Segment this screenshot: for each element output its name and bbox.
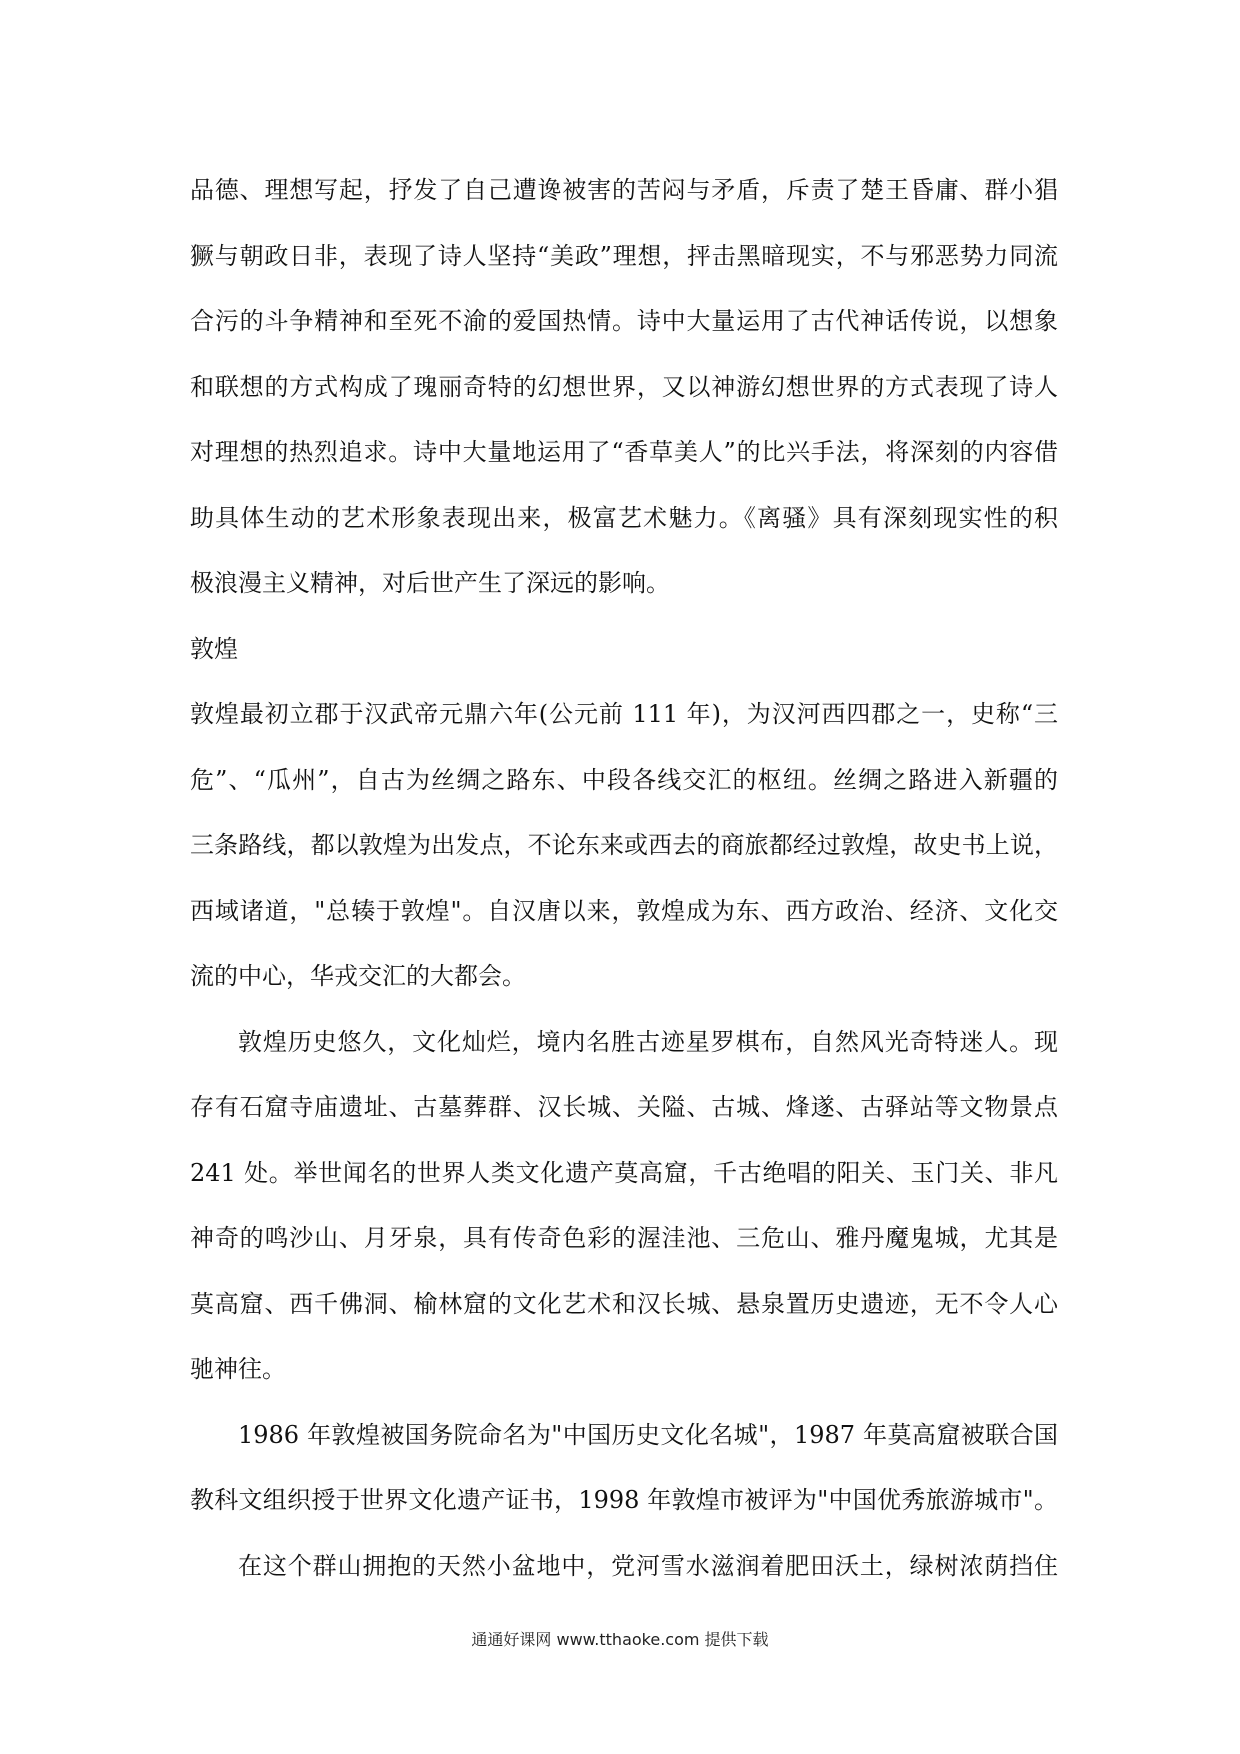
text-line: 品德、理想写起，抒发了自己遭谗被害的苦闷与矛盾，斥责了楚王昏庸、群小猖: [190, 176, 1058, 204]
text-line: 三条路线，都以敦煌为出发点，不论东来或西去的商旅都经过敦煌，故史书上说，: [190, 831, 1058, 859]
text-line: 241 处。举世闻名的世界人类文化遗产莫高窟，千古绝唱的阳关、玉门关、非凡: [190, 1158, 1058, 1187]
text-line: 存有石窟寺庙遗址、古墓葬群、汉长城、关隘、古城、烽遂、古驿站等文物景点: [190, 1093, 1058, 1121]
text-line: 驰神往。: [190, 1355, 286, 1383]
text-line: 1986 年敦煌被国务院命名为"中国历史文化名城"，1987 年莫高窟被联合国: [238, 1420, 1058, 1449]
text-line: 神奇的鸣沙山、月牙泉，具有传奇色彩的渥洼池、三危山、雅丹魔鬼城，尤其是: [190, 1224, 1058, 1252]
text-line: 教科文组织授于世界文化遗产证书，1998 年敦煌市被评为"中国优秀旅游城市"。: [190, 1486, 1058, 1514]
page-footer: 通通好课网 www.tthaoke.com 提供下载: [471, 1630, 769, 1649]
text-line: 莫高窟、西千佛洞、榆林窟的文化艺术和汉长城、悬泉置历史遗迹，无不令人心: [190, 1289, 1058, 1318]
text-line: 西域诸道，"总辏于敦煌"。自汉唐以来，敦煌成为东、西方政治、经济、文化交: [190, 896, 1058, 925]
text-line: 助具体生动的艺术形象表现出来，极富艺术魅力。《离骚》具有深刻现实性的积: [190, 503, 1058, 532]
text-line: 敦煌最初立郡于汉武帝元鼎六年(公元前 111 年)，为汉河西四郡之一，史称“三: [190, 700, 1058, 728]
text-line: 獗与朝政日非，表现了诗人坚持“美政”理想，抨击黑暗现实，不与邪恶势力同流: [190, 241, 1058, 270]
text-line: 在这个群山拥抱的天然小盆地中，党河雪水滋润着肥田沃土，绿树浓荫挡住: [238, 1551, 1058, 1580]
text-line: 流的中心，华戎交汇的大都会。: [190, 962, 526, 990]
text-line: 敦煌历史悠久，文化灿烂，境内名胜古迹星罗棋布，自然风光奇特迷人。现: [238, 1027, 1058, 1056]
text-line: 合污的斗争精神和至死不渝的爱国热情。诗中大量运用了古代神话传说，以想象: [190, 307, 1058, 335]
text-line: 危”、“瓜州”，自古为丝绸之路东、中段各线交汇的枢纽。丝绸之路进入新疆的: [190, 765, 1058, 794]
text-line: 对理想的热烈追求。诗中大量地运用了“香草美人”的比兴手法，将深刻的内容借: [190, 438, 1058, 466]
document-body: [190, 158, 1058, 1599]
text-line: 和联想的方式构成了瑰丽奇特的幻想世界，又以神游幻想世界的方式表现了诗人: [190, 372, 1058, 401]
section-heading: 敦煌: [190, 634, 238, 663]
text-line: 极浪漫主义精神，对后世产生了深远的影响。: [190, 569, 670, 597]
